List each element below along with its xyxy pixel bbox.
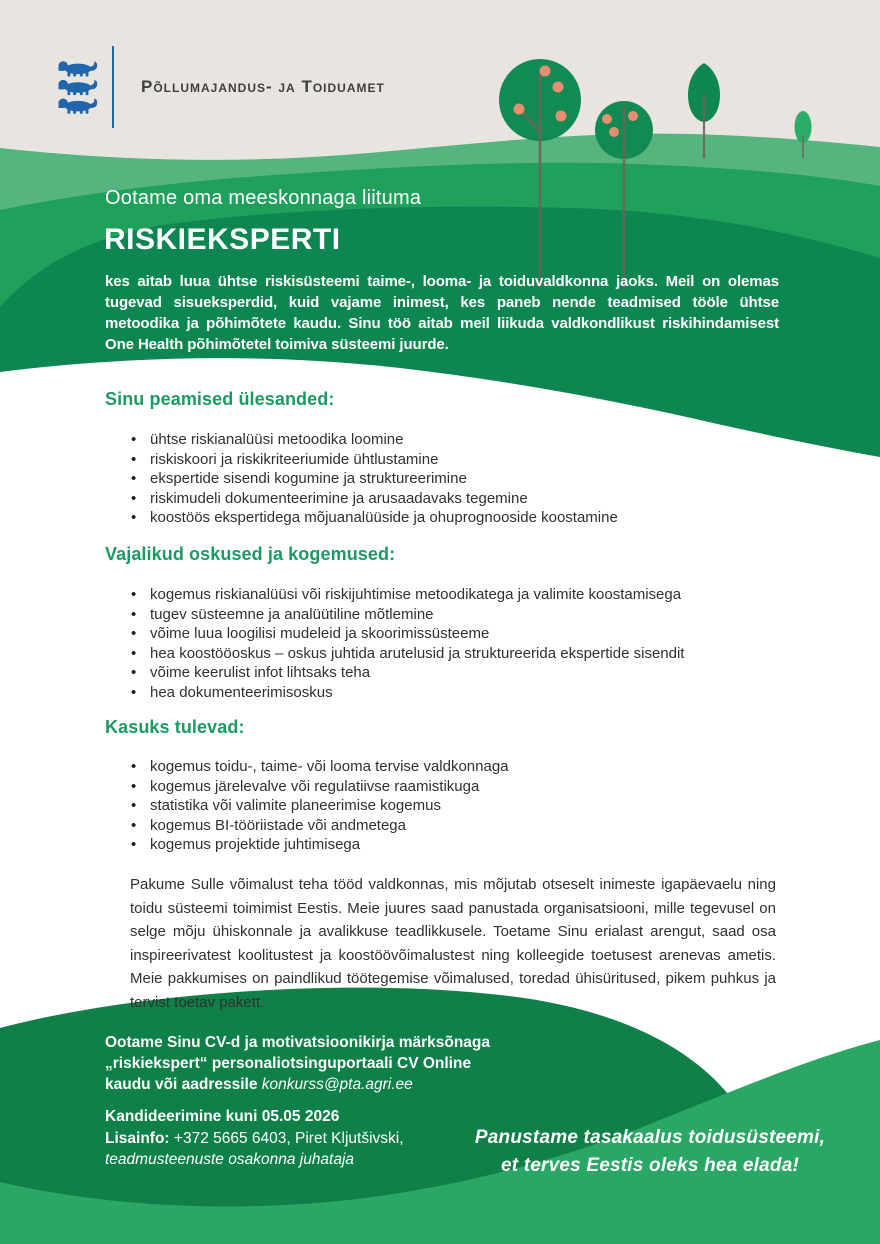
application-instructions — [105, 1032, 490, 1095]
list-item: • koostöös ekspertidega mõjuanalüüside ja ohuprognooside koostamine — [127, 508, 618, 528]
info-label: Lisainfo: — [105, 1129, 170, 1147]
list-item: • võime keerulist infot lihtsaks teha — [127, 663, 684, 683]
estonian-three-lions-icon — [56, 60, 98, 116]
email-link[interactable]: konkurss@pta.agri.ee — [261, 1076, 413, 1093]
list-item: • kogemus BI-tööriistade või andmetega — [127, 816, 509, 836]
cv-line-3: kaudu või aadressile — [105, 1076, 262, 1093]
job-title: RISKIEKSPERTI — [104, 223, 341, 256]
list-item: • ühtse riskianalüüsi metoodika loomine — [127, 430, 618, 450]
list-item: • kogemus projektide juhtimisega — [127, 835, 509, 855]
job-intro-paragraph: kes aitab luua ühtse riskisüsteemi taime-, looma- ja toiduvaldkonna jaoks. Meil on olemas tugevad sisueksperdid, kuid vajame inimest, kes paneb nende teadmised tööle ühtse metoodika ja põhimõtete kaudu. Sinu töö aitab meil liikuda valdkondlikust riskihindamisest One Health põhimõtetel toimiva süsteemi juurde. — [105, 273, 779, 353]
list-item: • riskiskoori ja riskikriteeriumide ühtlustamine — [127, 450, 618, 470]
info-phone-name: +372 5665 6403, Piret Kljutšivski, — [169, 1129, 404, 1147]
list-item: • kogemus toidu-, taime- või looma tervise valdkonnaga — [127, 757, 509, 777]
slogan-line-2: et terves Eestis oleks hea elada! — [500, 1155, 800, 1176]
brand-divider — [112, 46, 114, 128]
contact-info — [105, 1106, 404, 1171]
bonus-list — [127, 757, 509, 855]
section-heading-tasks: Sinu peamised ülesanded: — [105, 389, 335, 409]
list-item: • võime luua loogilisi mudeleid ja skoorimissüsteeme — [127, 624, 684, 644]
slogan-line-1: Panustame tasakaalus toidusüsteemi, — [474, 1127, 826, 1148]
list-item: • kogemus riskianalüüsi või riskijuhtimise metoodikatega ja valimite koostamisega — [127, 585, 684, 605]
list-item: • tugev süsteemne ja analüütiline mõtlemine — [127, 605, 684, 625]
section-heading-bonus: Kasuks tulevad: — [105, 717, 245, 737]
list-item: • kogemus järelevalve või regulatiivse raamistikuga — [127, 777, 509, 797]
skills-list — [127, 585, 684, 702]
hero-kicker: Ootame oma meeskonnaga liituma — [105, 187, 422, 209]
cv-line-1: Ootame Sinu CV-d ja motivatsioonikirja märksõnaga — [105, 1034, 491, 1051]
agency-name: Põllumajandus- ja Toiduamet — [141, 77, 385, 96]
list-item: • ekspertide sisendi kogumine ja struktureerimine — [127, 469, 618, 489]
list-item: • statistika või valimite planeerimise kogemus — [127, 796, 509, 816]
cv-line-2: „riskiekspert“ personaliotsinguportaali CV Online — [105, 1055, 472, 1072]
slogan — [470, 1124, 830, 1180]
list-item: • hea dokumenteerimisoskus — [127, 683, 684, 703]
section-heading-skills: Vajalikud oskused ja kogemused: — [105, 544, 396, 564]
list-item: • riskimudeli dokumenteerimine ja arusaadavaks tegemine — [127, 489, 618, 509]
list-item: • hea koostööoskus – oskus juhtida arutelusid ja struktureerida ekspertide sisendit — [127, 644, 684, 664]
info-role: teadmusteenuste osakonna juhataja — [105, 1151, 355, 1168]
tasks-list — [127, 430, 618, 528]
offer-paragraph: Pakume Sulle võimalust teha tööd valdkonnas, mis mõjutab otseselt inimeste igapäevaelu ning toidu süsteemi toimimist Eestis. Meie juures saad panustada organisatsiooni, mille tegevusel on selge mõju ühiskonnale ja avalikkuse teadlikkusele. Toetame Sinu erialast arengut, saad osa inspireerivatest koolitustest ja koostöövõimalustest ning kolleegide toetusest arenevas ametis. Meie pakkumises on paindlikud töötegemise võimalused, toredad ühisüritused, pikem puhkus ja tervist toetav pakett. — [130, 876, 776, 1011]
deadline: Kandideerimine kuni 05.05 2026 — [105, 1108, 340, 1125]
